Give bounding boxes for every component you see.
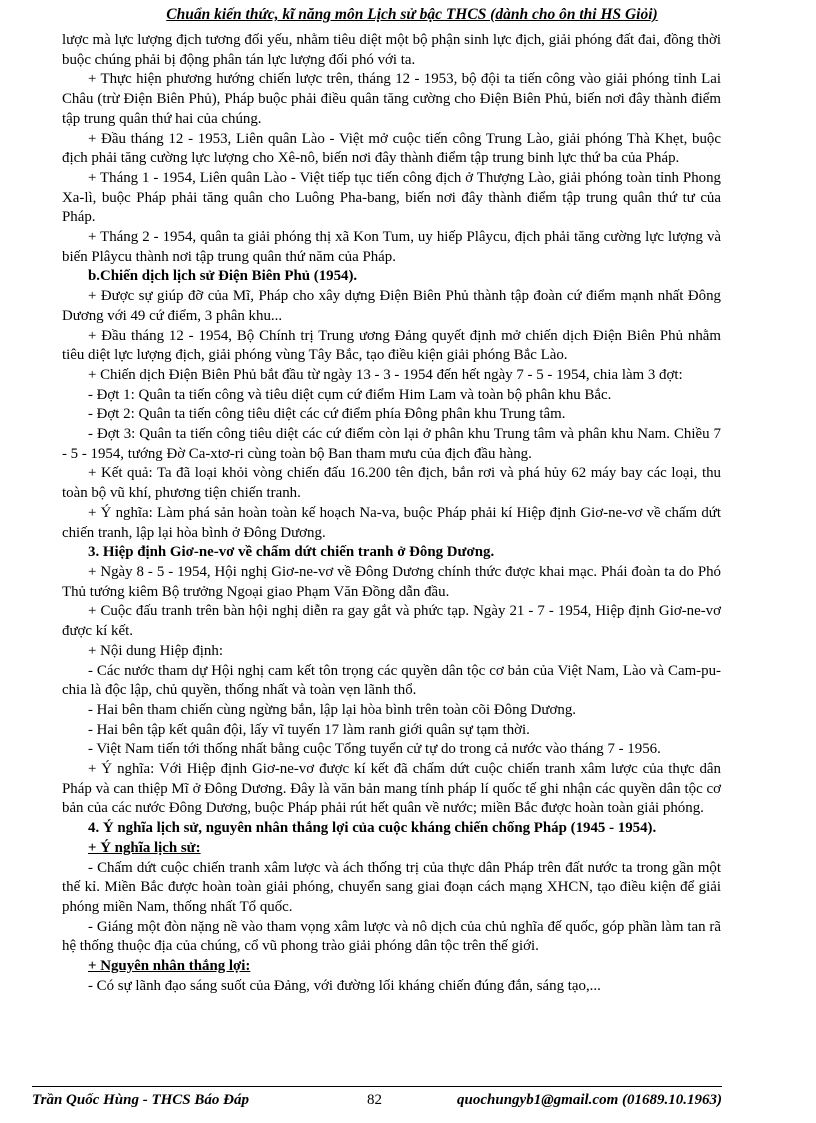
list-item: - Đợt 2: Quân ta tiến công tiêu diệt các cứ điểm phía Đông phân khu Trung tâm.: [88, 406, 566, 423]
list-item: - Đợt 3: Quân ta tiến công tiêu diệt các cứ điểm còn lại ở phân khu Trung tâm và phân khu Nam. Chiều 7 - 5 - 1954, tướng Đờ Ca-xtơ-ri cùng toàn bộ Ban tham mưu của địch đầu hàng.: [62, 426, 721, 462]
list-item: - Đợt 1: Quân ta tiến công và tiêu diệt cụm cứ điểm Him Lam và toàn bộ phân khu Bắc.: [88, 386, 612, 403]
list-item: - Việt Nam tiến tới thống nhất bằng cuộc Tổng tuyển cử tự do trong cả nước vào tháng 7 - 1956.: [88, 741, 661, 758]
list-item: - Chấm dứt cuộc chiến tranh xâm lược và ách thống trị của thực dân Pháp trên đất nước ta trong gần một thế kỉ. Miền Bắc được hoàn toàn giải phóng, chuyển sang giai đoạn cách mạng XHCN, tạo điều kiện để giải phóng miền Nam, thống nhất Tổ quốc.: [62, 859, 721, 915]
list-item: - Hai bên tham chiến cùng ngừng bắn, lập lại hòa bình trên toàn cõi Đông Dương.: [88, 701, 576, 718]
paragraph: lược mà lực lượng địch tương đối yếu, nhằm tiêu diệt một bộ phận sinh lực địch, giải phóng đất đai, đồng thời buộc chúng phải bị động phân tán lực lượng đối phó với ta.: [62, 32, 721, 68]
paragraph: + Kết quả: Ta đã loại khỏi vòng chiến đấu 16.200 tên địch, bắn rơi và phá hủy 62 máy bay các loại, thu toàn bộ vũ khí, phương tiện chiến tranh.: [62, 465, 721, 502]
footer-author: Trần Quốc Hùng - THCS Báo Đáp: [32, 1092, 249, 1108]
page-footer: [32, 1092, 722, 1114]
footer-contact: quochungyb1@gmail.com (01689.10.1963): [457, 1092, 722, 1108]
section-heading: b.Chiến dịch lịch sử Điện Biên Phủ (1954).: [88, 268, 358, 285]
paragraph: + Thực hiện phương hướng chiến lược trên, tháng 12 - 1953, bộ đội ta tiến công vào giải phóng tỉnh Lai Châu (trừ Điện Biên Phủ), Pháp buộc phải điều quân tăng cường cho Điện Biên Phủ, biến nơi đây thành điểm tập trung quân thứ hai của chúng.: [62, 71, 721, 127]
list-item: - Các nước tham dự Hội nghị cam kết tôn trọng các quyền dân tộc cơ bản của Việt Nam, Lào và Cam-pu-chia là độc lập, chủ quyền, thống nhất và toàn vẹn lãnh thổ.: [62, 662, 721, 699]
paragraph: + Chiến dịch Điện Biên Phủ bắt đầu từ ngày 13 - 3 - 1954 đến hết ngày 7 - 5 - 1954, chia làm 3 đợt:: [88, 366, 683, 383]
page-header: Chuẩn kiến thức, kĩ năng môn Lịch sử bậc THCS (dành cho ôn thi HS Giỏi): [166, 6, 658, 23]
paragraph: + Nội dung Hiệp định:: [88, 642, 223, 659]
list-item: - Giáng một đòn nặng nề vào tham vọng xâm lược và nô dịch của chủ nghĩa đế quốc, góp phần làm tan rã hệ thống thuộc địa của chúng, cổ vũ phong trào giải phóng dân tộc trên thế giới.: [62, 918, 721, 955]
list-item: - Hai bên tập kết quân đội, lấy vĩ tuyến 17 làm ranh giới quân sự tạm thời.: [88, 721, 530, 738]
paragraph: + Ý nghĩa: Với Hiệp định Giơ-ne-vơ được kí kết đã chấm dứt cuộc chiến tranh xâm lược của thực dân Pháp và can thiệp Mĩ ở Đông Dương. Đây là văn bản mang tính pháp lí quốc tế ghi nhận các quyền dân tộc cơ bản của các nước Đông Dương, buộc Pháp phải rút hết quân về nước; miền Bắc được hoàn toàn giải phóng.: [62, 761, 721, 817]
paragraph: + Đầu tháng 12 - 1953, Liên quân Lào - Việt mở cuộc tiến công Trung Lào, giải phóng Thà Khẹt, buộc địch phải tăng cường lực lượng cho Xê-nô, biến nơi đây thành điểm tập trung binh lực thứ ba của Pháp.: [62, 130, 721, 167]
section-heading: 4. Ý nghĩa lịch sử, nguyên nhân thắng lợi của cuộc kháng chiến chống Pháp (1945 - 1954).: [88, 820, 657, 837]
paragraph: + Cuộc đấu tranh trên bàn hội nghị diễn ra gay gắt và phức tạp. Ngày 21 - 7 - 1954, Hiệp định Giơ-ne-vơ được kí kết.: [62, 603, 721, 640]
subheading: + Ý nghĩa lịch sử:: [88, 839, 201, 856]
paragraph: + Đầu tháng 12 - 1954, Bộ Chính trị Trung ương Đảng quyết định mở chiến dịch Điện Biên Phủ nhằm tiêu diệt lực lượng địch, giải phóng vùng Tây Bắc, tạo điều kiện giải phóng Bắc Lào.: [62, 327, 721, 364]
page-content: [62, 31, 721, 996]
page-number: 82: [367, 1092, 382, 1108]
paragraph: + Tháng 1 - 1954, Liên quân Lào - Việt tiếp tục tiến công địch ở Thượng Lào, giải phóng toàn tỉnh Phong Xa-lì, buộc Pháp phải tăng quân cho Luông Pha-bang, biến nơi đây thành điểm tập trung quân thứ tư của Pháp.: [62, 169, 721, 226]
list-item: - Có sự lãnh đạo sáng suốt của Đảng, với đường lối kháng chiến đúng đắn, sáng tạo,...: [88, 977, 601, 994]
paragraph: + Ngày 8 - 5 - 1954, Hội nghị Giơ-ne-vơ về Đông Dương chính thức được khai mạc. Phái đoàn ta do Phó Thủ tướng kiêm Bộ trưởng Ngoại giao Phạm Văn Đồng dẫn đầu.: [62, 563, 721, 600]
paragraph: + Được sự giúp đỡ của Mĩ, Pháp cho xây dựng Điện Biên Phủ thành tập đoàn cứ điểm mạnh nhất Đông Dương với 49 cứ điểm, 3 phân khu...: [62, 288, 721, 324]
paragraph: + Ý nghĩa: Làm phá sản hoàn toàn kế hoạch Na-va, buộc Pháp phải kí Hiệp định Giơ-ne-vơ về chấm dứt chiến tranh, lập lại hòa bình ở Đông Dương.: [62, 504, 721, 541]
paragraph: + Tháng 2 - 1954, quân ta giải phóng thị xã Kon Tum, uy hiếp Plâycu, địch phải tăng cường lực lượng và biến Plâycu thành nơi tập trung quân thứ năm của Pháp.: [62, 229, 721, 265]
footer-divider: [32, 1086, 722, 1087]
subheading: + Nguyên nhân thắng lợi:: [88, 958, 251, 975]
section-heading: 3. Hiệp định Giơ-ne-vơ về chấm dứt chiến tranh ở Đông Dương.: [88, 544, 495, 561]
